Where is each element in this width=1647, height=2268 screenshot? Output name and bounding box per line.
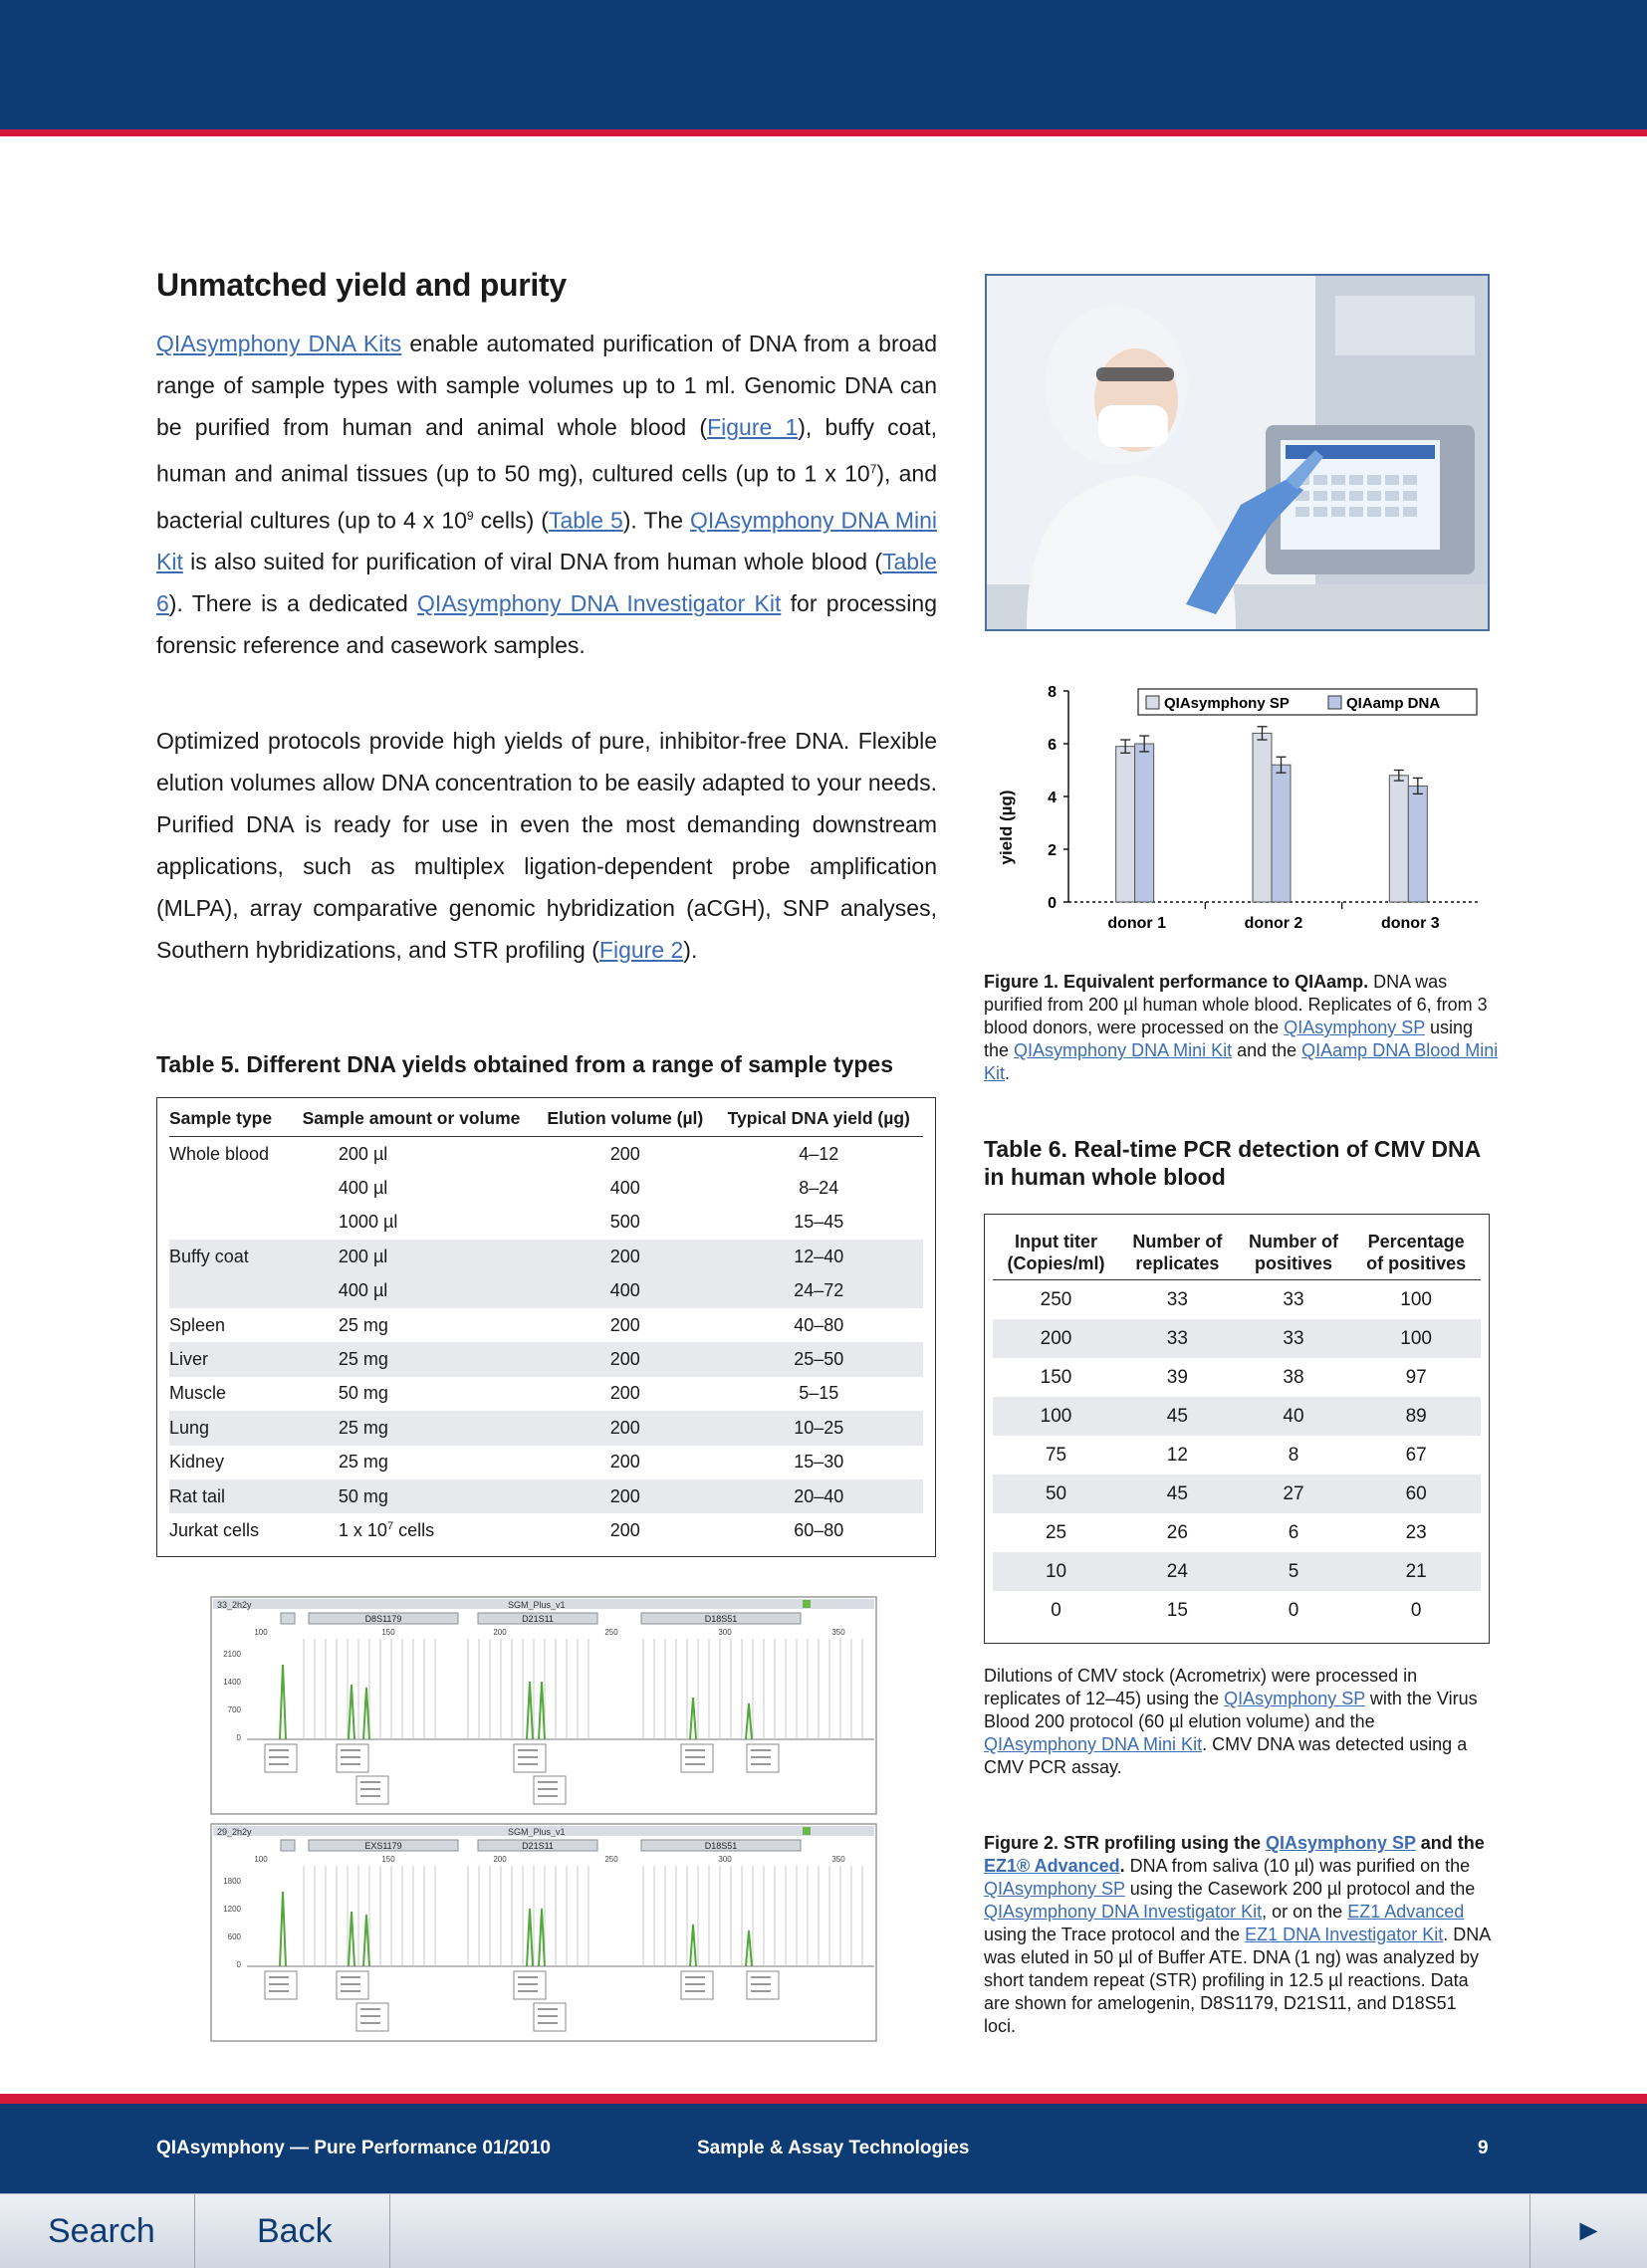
- table5-cell: 24–72: [715, 1274, 923, 1308]
- table6-cell: 8: [1288, 1444, 1299, 1466]
- footer-stripe: [0, 2094, 1647, 2104]
- table5-header-row: [169, 1104, 923, 1137]
- table6-cell: 100: [1400, 1288, 1432, 1310]
- table6-cell: 250: [1040, 1288, 1072, 1310]
- table6-header: Percentage of positives: [1351, 1231, 1481, 1280]
- table6-cell: 38: [1283, 1366, 1304, 1388]
- table6-cell: 60: [1351, 1474, 1481, 1513]
- link-qiasymphony-dna-investigator-kit[interactable]: QIAsymphony DNA Investigator Kit: [417, 590, 782, 617]
- table5-cell: 40–80: [794, 1314, 844, 1335]
- table5-row: [169, 1137, 923, 1172]
- table5-cell: Spleen: [169, 1314, 226, 1335]
- table6-cell: 100: [1351, 1319, 1481, 1358]
- table5-cell: Kidney: [169, 1452, 225, 1473]
- link-qiasymphony-dna-mini-kit[interactable]: QIAsymphony DNA Mini Kit: [984, 1734, 1203, 1754]
- table5-cell: 500: [609, 1212, 640, 1233]
- x-tick-label: 150: [381, 1855, 395, 1864]
- table6-cell: 200: [993, 1319, 1119, 1358]
- x-tick-label: 100: [254, 1855, 268, 1864]
- electropherogram-panel: [211, 1597, 876, 1814]
- table5-caption: Table 5. Different DNA yields obtained from a range of sample types: [156, 1051, 893, 1077]
- table5-cell: 8–24: [799, 1178, 839, 1199]
- table5-cell: 4–12: [799, 1143, 839, 1164]
- allele-call-box: [534, 2003, 566, 2031]
- link-qiasymphony-sp[interactable]: QIAsymphony SP: [984, 1879, 1125, 1899]
- locus-label: D18S51: [704, 1841, 738, 1851]
- allele-call-box: [681, 1971, 713, 1999]
- table5-header: Elution volume (µl): [536, 1104, 714, 1137]
- table5-cell: Liver: [169, 1342, 287, 1376]
- table6-cell: 26: [1166, 1521, 1188, 1543]
- table6-row: [993, 1358, 1481, 1397]
- figure1-caption: Figure 1. Equivalent performance to QIAamp. DNA was purified from 200 µl human whole blood. Replicates of 6, from 3 blood donors, were processed on the QIAsymphony SP using the QIAsymphony DNA Mini Kit and the QIAamp DNA Blood Mini Kit.: [984, 972, 1499, 1083]
- table5-header: Sample amount or volume: [287, 1104, 536, 1137]
- footer-publication: QIAsymphony — Pure Performance 01/2010: [156, 2138, 551, 2158]
- allele-call-box: [534, 1776, 566, 1804]
- table5-row: [169, 1206, 923, 1240]
- table6-row: [993, 1591, 1481, 1630]
- table5-cell: 200: [536, 1479, 714, 1513]
- table6-header-row: [993, 1231, 1481, 1280]
- chart-y-tick-label: 0: [1048, 895, 1057, 912]
- table6-cell: 10: [993, 1552, 1119, 1591]
- table6-cell: 50: [993, 1474, 1119, 1513]
- table5-row: [169, 1377, 923, 1411]
- chart-y-tick-label: 6: [1048, 737, 1057, 754]
- figure2-electropherogram: [209, 1595, 881, 2043]
- intro-paragraph: QIAsymphony DNA Kits enable automated purification of DNA from a broad range of sample types with sample volumes up to 1 ml. Genomic DNA can be purified from human and animal whole blood (Figure 1), buffy coat, human and animal tissues (up to 50 mg), cultured cells (up to 1 x $10^7$), and bacterial cultures (up to 4 x $10^9$ cells) (Table 5). The QIAsymphony DNA Mini Kit is also suited for purification of viral DNA from human whole blood (Table 6). There is a dedicated QIAsymphony DNA Investigator Kit for processing forensic reference and casework samples.: [156, 331, 938, 659]
- allele-call-box: [337, 1971, 368, 1999]
- table6-cell: 40: [1236, 1397, 1352, 1436]
- table5-cell: 200: [536, 1240, 714, 1273]
- link-qiasymphony-sp[interactable]: QIAsymphony SP: [1224, 1689, 1365, 1708]
- table5-cell: 5–15: [799, 1383, 839, 1404]
- x-tick-label: 150: [381, 1628, 395, 1637]
- table5-cell: 25 mg: [287, 1342, 536, 1376]
- table6-cell: 0: [1410, 1599, 1422, 1621]
- link-qiasymphony-dna-mini-kit[interactable]: QIAsymphony DNA Mini Kit: [1014, 1040, 1233, 1060]
- page-number: 9: [1478, 2138, 1489, 2158]
- table6-cell: 6: [1288, 1521, 1299, 1543]
- next-page-button[interactable]: ►: [1529, 2194, 1647, 2268]
- table6-cell: 23: [1405, 1521, 1427, 1543]
- table5-cell: Rat tail: [169, 1479, 287, 1513]
- lab-photo-illustration: [987, 276, 1488, 629]
- link-table-5[interactable]: Table 5: [548, 507, 623, 534]
- table5-cell: 20–40: [715, 1479, 923, 1513]
- table6-row: [993, 1436, 1481, 1474]
- table5-cell: 15–45: [794, 1212, 844, 1233]
- link-qiasymphony-dna-kits[interactable]: QIAsymphony DNA Kits: [156, 331, 402, 356]
- table6-cell: 75: [1045, 1444, 1067, 1466]
- table5-cell: 400: [536, 1274, 714, 1308]
- x-tick-label: 350: [831, 1628, 845, 1637]
- allele-call-box: [747, 1744, 779, 1772]
- page-title: Unmatched yield and purity: [156, 267, 567, 303]
- locus-label: D21S11: [522, 1841, 554, 1851]
- link-qiaamp-dna-blood-mini-kit[interactable]: QIAamp DNA Blood Mini Kit: [984, 1040, 1499, 1083]
- table5-cell: 25 mg: [338, 1314, 388, 1335]
- y-tick-label: 1200: [223, 1905, 241, 1914]
- locus-label-box: [281, 1613, 295, 1624]
- table6-cell: 100: [993, 1397, 1119, 1436]
- panel-title: 29_2h2y: [217, 1827, 252, 1837]
- footer: [0, 2104, 1647, 2193]
- table5-cell: 200: [609, 1452, 640, 1473]
- table6-cell: 5: [1236, 1552, 1352, 1591]
- link-ez1-advanced[interactable]: EZ1® Advanced: [984, 1856, 1120, 1876]
- x-tick-label: 200: [493, 1628, 507, 1637]
- table5-cell: 200: [609, 1519, 640, 1540]
- table6-cell: 24: [1119, 1552, 1236, 1591]
- legend-label-series-1: QIAsymphony SP: [1164, 695, 1290, 712]
- link-figure-2[interactable]: Figure 2: [598, 937, 684, 963]
- table6: [984, 1214, 1490, 1644]
- table5-cell: 60–80: [794, 1519, 844, 1540]
- table5-cell: [169, 1206, 287, 1240]
- pdf-nav-bar: [0, 2193, 1647, 2268]
- locus-label: EXS1179: [364, 1841, 402, 1851]
- link-figure-1[interactable]: Figure 1: [707, 414, 799, 440]
- table5-cell: 200: [536, 1411, 714, 1445]
- table6-cell: 25: [1045, 1521, 1067, 1543]
- allele-call-box: [514, 1971, 546, 1999]
- table6-cell: 67: [1405, 1444, 1427, 1466]
- figure2-caption: Figure 2. STR profiling using the QIAsymphony SP and the EZ1® Advanced. DNA from saliva (10 µl) was purified on the QIAsymphony SP using the Casework 200 µl protocol and the QIAsymphony DNA Investigator Kit, or on the EZ1 Advanced using the Trace protocol and the EZ1 DNA Investigator Kit. DNA was eluted in 50 µl of Buffer ATE. DNA (1 ng) was analyzed by short tandem repeat (STR) profiling in 12.5 µl reactions. Data are shown for amelogenin, D8S1179, D21S11, and D18S51 loci.: [984, 1833, 1491, 2036]
- table5-cell: 15–30: [794, 1452, 844, 1473]
- table5: [156, 1097, 936, 1557]
- table6-cell: 33: [1166, 1288, 1188, 1310]
- link-ez1-advanced[interactable]: EZ1 Advanced: [1347, 1902, 1465, 1922]
- x-tick-label: 350: [831, 1855, 845, 1864]
- table6-cell: 45: [1119, 1397, 1236, 1436]
- table6-cell: 45: [1119, 1474, 1236, 1513]
- allele-call-box: [747, 1971, 779, 1999]
- table5-row: [169, 1411, 923, 1445]
- y-tick-label: 0: [236, 1733, 241, 1742]
- chart-bar: [1135, 744, 1154, 902]
- table6-row: [993, 1319, 1481, 1358]
- chart-category-label: donor 1: [1107, 915, 1167, 932]
- table5-cell: Lung: [169, 1411, 287, 1445]
- panel-header: SGM_Plus_v1: [508, 1600, 566, 1610]
- table6-grid: [993, 1231, 1481, 1630]
- table5-cell: 25–50: [715, 1342, 923, 1376]
- table5-cell: 10–25: [715, 1411, 923, 1445]
- y-tick-label: 1800: [223, 1877, 241, 1886]
- chart-y-axis-label: yield (µg): [997, 790, 1016, 865]
- table6-row: [993, 1513, 1481, 1552]
- allele-call-box: [356, 1776, 388, 1804]
- table6-cell: 97: [1405, 1366, 1427, 1388]
- table5-row: [169, 1342, 923, 1376]
- table5-cell: [169, 1171, 287, 1205]
- chart-bar: [1408, 786, 1427, 902]
- status-indicator-icon: [803, 1827, 811, 1835]
- chart-bar: [1116, 747, 1135, 902]
- x-tick-label: 250: [604, 1855, 618, 1864]
- legend-label-series-2: QIAamp DNA: [1346, 695, 1441, 712]
- table5-cell: 400: [609, 1178, 640, 1199]
- table5-row: [169, 1446, 923, 1479]
- link-table-6[interactable]: Table 6: [156, 549, 937, 617]
- purity-paragraph: Optimized protocols provide high yields of pure, inhibitor-free DNA. Flexible elution volumes allow DNA concentration to be easily adapted to your needs. Purified DNA is ready for use in even the most demanding downstream applications, such as multiplex ligation-dependent probe amplification (MLPA), array comparative genomic hybridization (aCGH), SNP analyses, Southern hybridizations, and STR profiling (Figure 2).: [156, 728, 937, 963]
- table6-row: [993, 1552, 1481, 1591]
- table5-grid: [169, 1104, 923, 1548]
- allele-call-box: [265, 1971, 297, 1999]
- link-qiasymphony-dna-mini-kit[interactable]: QIAsymphony DNA Mini Kit: [156, 507, 937, 575]
- legend-swatch-series-2: [1328, 696, 1341, 709]
- chart-y-tick-label: 8: [1048, 684, 1057, 701]
- table6-header: Number of positives: [1236, 1231, 1352, 1280]
- panel-title: 33_2h2y: [217, 1600, 252, 1610]
- table6-row: [993, 1397, 1481, 1436]
- table6-note: Dilutions of CMV stock (Acrometrix) were processed in replicates of 12–45) using the QIAsymphony SP with the Virus Blood 200 protocol (60 µl elution volume) and the QIAsymphony DNA Mini Kit. CMV DNA was detected using a CMV PCR assay.: [984, 1666, 1478, 1777]
- x-tick-label: 300: [718, 1628, 732, 1637]
- table5-cell: Whole blood: [169, 1143, 270, 1164]
- locus-label: D21S11: [522, 1614, 554, 1624]
- x-tick-label: 300: [718, 1855, 732, 1864]
- link-qiasymphony-sp[interactable]: QIAsymphony SP: [1266, 1833, 1416, 1853]
- table5-cell: 200: [609, 1383, 640, 1404]
- table5-header: Sample type: [169, 1104, 287, 1137]
- table6-cell: 27: [1236, 1474, 1352, 1513]
- link-qiasymphony-dna-investigator-kit[interactable]: QIAsymphony DNA Investigator Kit: [984, 1902, 1263, 1922]
- x-tick-label: 250: [604, 1628, 618, 1637]
- table5-cell: Buffy coat: [169, 1240, 287, 1273]
- chart-category-label: donor 3: [1380, 915, 1440, 932]
- table5-cell: 400 µl: [287, 1274, 536, 1308]
- table5-row: [169, 1513, 923, 1547]
- footer-tagline: Sample & Assay Technologies: [697, 2138, 970, 2158]
- x-tick-label: 200: [493, 1855, 507, 1864]
- table5-cell: 50 mg: [338, 1383, 388, 1404]
- panel-header: SGM_Plus_v1: [508, 1827, 566, 1837]
- electropherogram-panel: [211, 1824, 876, 2041]
- table6-cell: 150: [1040, 1366, 1072, 1388]
- table5-cell: 200: [536, 1342, 714, 1376]
- table6-cell: 89: [1351, 1397, 1481, 1436]
- table5-cell: 400 µl: [338, 1178, 388, 1199]
- y-tick-label: 600: [227, 1932, 241, 1941]
- table6-row: [993, 1474, 1481, 1513]
- chart-y-tick-label: 2: [1048, 842, 1057, 859]
- table5-cell: 1000 µl: [338, 1212, 398, 1233]
- table5-cell: 50 mg: [287, 1479, 536, 1513]
- table6-cell: 12: [1166, 1444, 1188, 1466]
- search-button[interactable]: Search: [0, 2194, 195, 2268]
- chart-bar: [1389, 776, 1408, 902]
- x-tick-label: 100: [254, 1628, 268, 1637]
- locus-label-box: [281, 1840, 295, 1851]
- table5-row: [169, 1171, 923, 1205]
- chart-category-label: donor 2: [1244, 915, 1303, 932]
- table5-cell: Jurkat cells: [169, 1519, 260, 1540]
- table5-cell: 25 mg: [287, 1411, 536, 1445]
- y-tick-label: 2100: [223, 1650, 241, 1659]
- allele-call-box: [681, 1744, 713, 1772]
- table5-row: [169, 1240, 923, 1273]
- table5-cell: 12–40: [715, 1240, 923, 1273]
- table6-cell: 33: [1236, 1319, 1352, 1358]
- allele-call-box: [356, 2003, 388, 2031]
- superscript: 7: [386, 1519, 394, 1532]
- table5-cell: 200 µl: [287, 1240, 536, 1273]
- allele-call-box: [337, 1744, 368, 1772]
- table6-header: Number of replicates: [1119, 1231, 1236, 1280]
- figure1-chart: [991, 673, 1489, 942]
- back-button[interactable]: Back: [195, 2194, 390, 2268]
- allele-call-box: [265, 1744, 297, 1772]
- table6-header: Input titer (Copies/ml): [993, 1231, 1119, 1280]
- table5-cell: [169, 1274, 287, 1308]
- table5-cell: Muscle: [169, 1383, 227, 1404]
- chart-legend: [1138, 689, 1477, 715]
- table5-row: [169, 1479, 923, 1513]
- table5-cell: 1 x $10^7$ cells: [338, 1519, 435, 1540]
- table5-cell: 200 µl: [338, 1143, 388, 1164]
- table6-cell: 15: [1166, 1599, 1188, 1621]
- table6-caption: Table 6. Real-time PCR detection of CMV DNA in human whole blood: [984, 1136, 1481, 1190]
- link-qiasymphony-sp[interactable]: QIAsymphony SP: [1284, 1018, 1425, 1037]
- chart-y-tick-label: 4: [1048, 790, 1057, 806]
- y-tick-label: 1400: [223, 1678, 241, 1687]
- status-indicator-icon: [803, 1600, 811, 1608]
- top-banner-stripe: [0, 129, 1647, 136]
- y-tick-label: 0: [236, 1960, 241, 1969]
- table6-cell: 0: [1051, 1599, 1061, 1621]
- table5-cell: 200: [609, 1314, 640, 1335]
- chart-bar: [1272, 765, 1291, 902]
- chart-bar: [1253, 733, 1272, 902]
- y-tick-label: 700: [227, 1705, 241, 1714]
- legend-swatch-series-1: [1146, 696, 1159, 709]
- table5-row: [169, 1308, 923, 1342]
- link-ez1-dna-investigator-kit[interactable]: EZ1 DNA Investigator Kit: [1245, 1925, 1444, 1944]
- table5-cell: 200: [609, 1143, 640, 1164]
- lab-photo: [985, 274, 1490, 631]
- allele-call-box: [514, 1744, 546, 1772]
- table6-row: [993, 1280, 1481, 1320]
- table5-row: [169, 1274, 923, 1308]
- table6-cell: 39: [1166, 1366, 1188, 1388]
- table6-cell: 33: [1119, 1319, 1236, 1358]
- table6-cell: 0: [1288, 1599, 1299, 1621]
- table5-cell: 25 mg: [338, 1452, 388, 1473]
- top-banner: [0, 0, 1647, 129]
- table5-header: Typical DNA yield (µg): [715, 1104, 923, 1137]
- table6-cell: 33: [1283, 1288, 1304, 1310]
- locus-label: D18S51: [704, 1614, 738, 1624]
- table6-cell: 21: [1351, 1552, 1481, 1591]
- locus-label: D8S1179: [364, 1614, 402, 1624]
